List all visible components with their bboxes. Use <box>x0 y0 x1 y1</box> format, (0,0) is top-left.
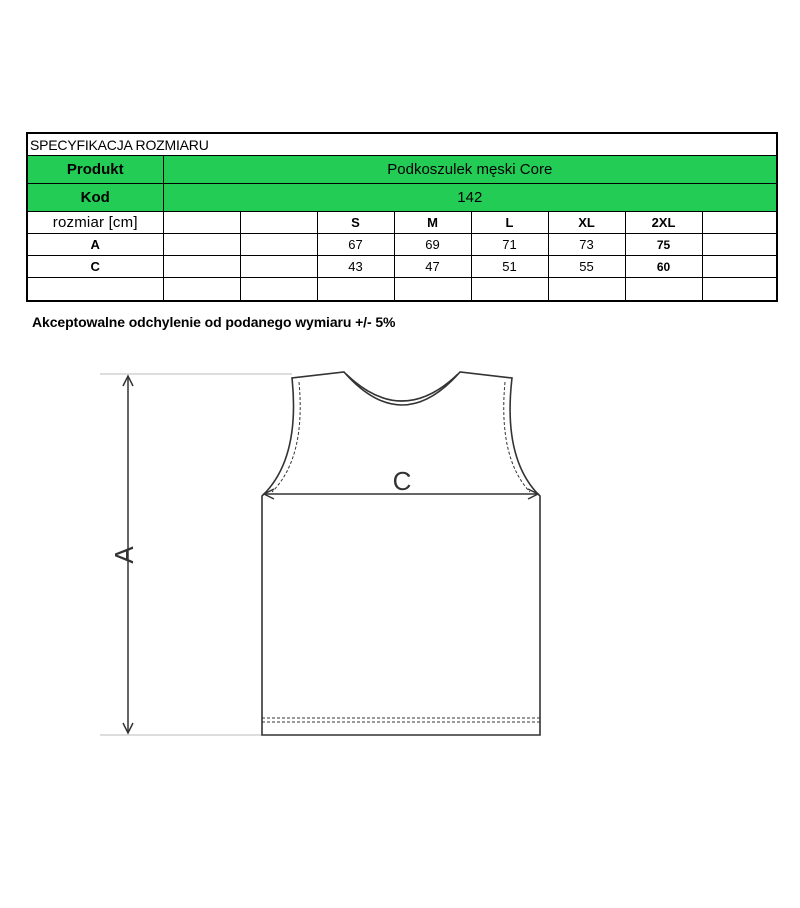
value-c-s: 43 <box>317 256 394 278</box>
empty-cell <box>163 212 240 234</box>
table-row <box>27 234 777 256</box>
value-a-2xl: 75 <box>625 234 702 256</box>
value-c-l: 51 <box>471 256 548 278</box>
tolerance-note: Akceptowalne odchylenie od podanego wymiaru +/- 5% <box>32 314 396 330</box>
table-title: SPECYFIKACJA ROZMIARU <box>27 133 777 156</box>
table-row-empty <box>27 278 777 302</box>
empty-cell <box>163 234 240 256</box>
tank-top-outline <box>262 372 540 735</box>
empty-cell <box>702 256 777 278</box>
empty-cell <box>240 256 317 278</box>
size-header-xl: XL <box>548 212 625 234</box>
empty-cell <box>240 212 317 234</box>
code-value: 142 <box>163 184 777 212</box>
size-header-m: M <box>394 212 471 234</box>
value-a-xl: 73 <box>548 234 625 256</box>
empty-cell <box>240 234 317 256</box>
row-label-c: C <box>27 256 163 278</box>
size-header-s: S <box>317 212 394 234</box>
value-a-s: 67 <box>317 234 394 256</box>
size-header-2xl: 2XL <box>625 212 702 234</box>
size-header-row <box>27 212 777 234</box>
table-row <box>27 256 777 278</box>
value-a-m: 69 <box>394 234 471 256</box>
size-header-label: rozmiar [cm] <box>27 212 163 234</box>
value-a-l: 71 <box>471 234 548 256</box>
tank-top-diagram <box>0 360 800 760</box>
empty-cell <box>702 234 777 256</box>
code-label: Kod <box>27 184 163 212</box>
size-spec-table <box>26 132 778 302</box>
value-c-m: 47 <box>394 256 471 278</box>
dimension-a-label: A <box>109 546 139 564</box>
product-value: Podkoszulek męski Core <box>163 156 777 184</box>
dimension-c-label: C <box>392 466 412 496</box>
product-label: Produkt <box>27 156 163 184</box>
size-header-l: L <box>471 212 548 234</box>
value-c-2xl: 60 <box>625 256 702 278</box>
empty-cell <box>163 256 240 278</box>
value-c-xl: 55 <box>548 256 625 278</box>
row-label-a: A <box>27 234 163 256</box>
empty-cell <box>702 212 777 234</box>
